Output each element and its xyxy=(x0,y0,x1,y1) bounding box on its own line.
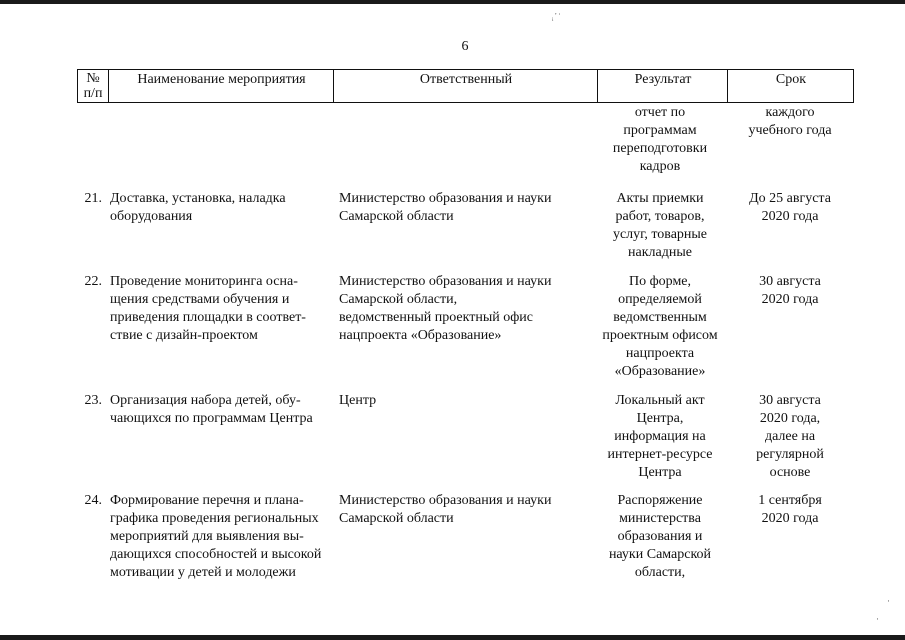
table-header xyxy=(77,69,854,103)
row-22-result: По форме, определяемой ведомственным проектным офисом нацпроекта «Образование» xyxy=(602,274,718,379)
row-21-result: Акты приемки работ, товаров, услуг, товарные накладные xyxy=(612,191,708,260)
header-responsible: Ответственный xyxy=(333,70,598,102)
scan-artifact: ᵢ ̓ ˙ xyxy=(552,12,561,22)
row-24-responsible: Министерство образования и науки Самарской области xyxy=(339,493,552,526)
page-number: 6 xyxy=(461,39,469,54)
row-21-term: До 25 августа 2020 года xyxy=(749,191,831,224)
scan-artifact: · xyxy=(887,596,890,606)
row-22-responsible: Министерство образования и науки Самарской области, ведомственный проектный офис нацпроекта «Образование» xyxy=(339,274,552,343)
header-term: Срок xyxy=(727,70,854,102)
header-num-line2: п/п xyxy=(83,86,103,101)
row-24-num: 24. xyxy=(84,493,102,508)
row-23-num: 23. xyxy=(84,393,102,408)
row-21-responsible: Министерство образования и науки Самарской области xyxy=(339,191,552,224)
header-name: Наименование мероприятия xyxy=(108,70,334,102)
header-num-line1: № xyxy=(86,71,100,86)
header-num xyxy=(78,70,108,102)
header-result: Результат xyxy=(597,70,728,102)
continuation-term: каждого учебного года xyxy=(748,105,832,138)
row-24-term: 1 сентября 2020 года xyxy=(758,493,822,526)
row-24-result: Распоряжение министерства образования и науки Самарской области, xyxy=(608,493,712,580)
row-23-name: Организация набора детей, обу- чающихся по программам Центра xyxy=(110,393,313,426)
row-22-name: Проведение мониторинга осна- щения средствами обучения и приведения площадки в соответ- ствие с дизайн-проектом xyxy=(110,274,306,343)
row-23-term: 30 августа 2020 года, далее на регулярной основе xyxy=(756,393,824,480)
row-21-name: Доставка, установка, наладка оборудования xyxy=(110,191,286,224)
row-22-num: 22. xyxy=(84,274,102,289)
row-24-name: Формирование перечня и плана- графика проведения региональных мероприятий для выявления вы- дающихся способностей и высокой мотивации у детей и молодежи xyxy=(110,493,322,580)
row-22-term: 30 августа 2020 года xyxy=(759,274,821,307)
continuation-result: отчет по программам переподготовки кадров xyxy=(612,105,708,174)
bottom-scan-border xyxy=(0,635,905,640)
scan-artifact: · xyxy=(876,614,879,624)
row-23-responsible: Центр xyxy=(339,393,377,408)
row-23-result: Локальный акт Центра, информация на интернет-ресурсе Центра xyxy=(607,393,713,480)
top-scan-border xyxy=(0,0,905,4)
row-21-num: 21. xyxy=(84,191,102,206)
